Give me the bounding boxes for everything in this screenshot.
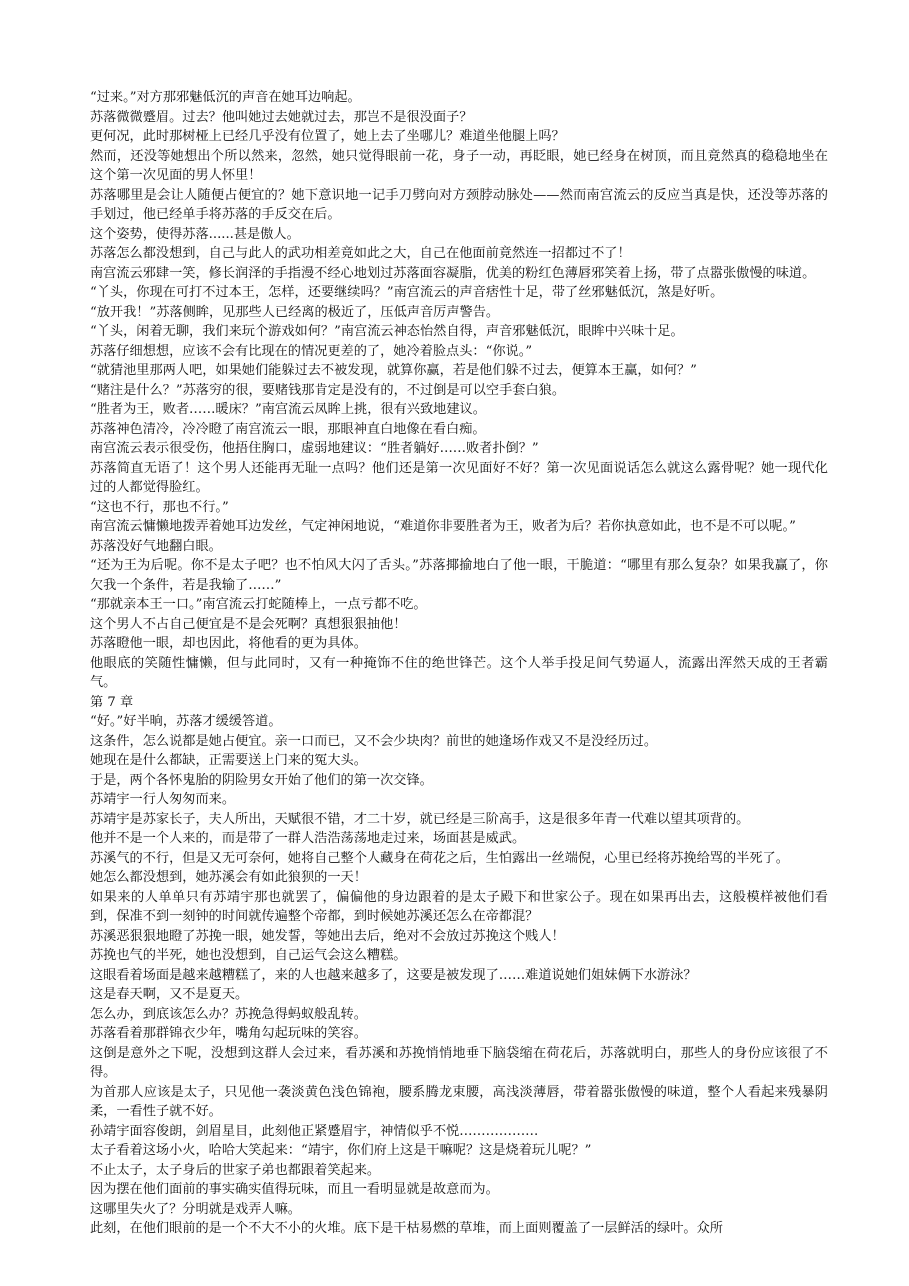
paragraph: 苏落微微蹙眉。过去？他叫她过去她就过去，那岂不是很没面子？ — [90, 109, 473, 125]
paragraph: 因为摆在他们面前的事实确实值得玩味，而且一看明显就是故意而为。 — [90, 1182, 499, 1197]
paragraph: 苏落瞪他一眼，却也因此，将他看的更为具体。 — [90, 636, 367, 651]
paragraph: 苏靖宇是苏家长子，夫人所出，天赋很不错，才二十岁，就已经是三阶高手，这是很多年青一代难以望其项背的。 — [90, 811, 750, 827]
paragraph: 更何况，此时那树桠上已经几乎没有位置了，她上去了坐哪儿？难道坐他腿上吗？ — [90, 129, 565, 144]
paragraph: 南宫流云邪肆一笑，修长润泽的手指漫不经心地划过苏落面容凝脂，优美的粉红色薄唇邪笑着上扬，带了点嚣张傲慢的味道。 — [90, 265, 816, 281]
paragraph: 苏挽也气的半死，她也没想到，自己运气会这么糟糕。 — [90, 948, 407, 963]
paragraph: 如果来的人单单只有苏靖宇那也就罢了，偏偏他的身边跟着的是太子殿下和世家公子。现在如果再出去，这般模样被他们看到，保准不到一刻钟的时间就传遍整个帝都，到时候她苏溪还怎么在帝都混？ — [90, 889, 828, 924]
paragraph: 此刻，在他们眼前的是一个不大不小的火堆。底下是干枯易燃的草堆，而上面则覆盖了一层鲜活的绿叶。众所 — [90, 1221, 723, 1236]
paragraph: 这条件，怎么说都是她占便宜。亲一口而已，又不会少块肉？前世的她逢场作戏又不是没经历过。 — [90, 733, 658, 749]
paragraph: 南宫流云慵懒地拨弄着她耳边发丝，气定神闲地说，“难道你非要胜者为王，败者为后？若你执意如此，也不是不可以呢。” — [90, 519, 796, 534]
paragraph: 为首那人应该是太子，只见他一袭淡黄色浅色锦袍，腰系腾龙束腰，高浅淡薄唇，带着嚣张傲慢的味道，整个人看起来残暴阴柔，一看性子就不好。 — [90, 1084, 828, 1119]
paragraph: 孙靖宇面容俊朗，剑眉星目，此刻他正紧蹙眉宇，神情似乎不悦……………… — [90, 1123, 539, 1139]
paragraph: 苏落简直无语了！这个男人还能再无耻一点吗？他们还是第一次见面好不好？第一次见面说话怎么就这么露骨呢？她一现代化过的人都觉得脸红。 — [90, 460, 828, 495]
document-body — [90, 88, 828, 1239]
paragraph: 苏落仔细想想，应该不会有比现在的情况更差的了，她冷着脸点头：“你说。” — [90, 343, 533, 359]
paragraph: 这倒是意外之下呢，没想到这群人会过来，看苏溪和苏挽悄悄地垂下脑袋缩在荷花后，苏落就明白，那些人的身份应该很了不得。 — [90, 1045, 828, 1080]
paragraph: 这眼看着场面是越来越糟糕了，来的人也越来越多了，这要是被发现了……难道说她们姐妹俩下水游泳？ — [90, 967, 697, 983]
paragraph: 苏落怎么都没想到，自己与此人的武功相差竟如此之大，自己在他面前竟然连一招都过不了！ — [90, 246, 631, 261]
paragraph: 然而，还没等她想出个所以然来，忽然，她只觉得眼前一花，身子一动，再眨眼，她已经身在树顶，而且竟然真的稳稳地坐在这个第一次见面的男人怀里！ — [90, 148, 828, 183]
paragraph: 苏落没好气地翻白眼。 — [90, 538, 222, 554]
paragraph: “赌注是什么？”苏落穷的很，要赌钱那肯定是没有的，不过倒是可以空手套白狼。 — [90, 382, 566, 398]
paragraph: 苏落哪里是会让人随便占便宜的？她下意识地一记手刀劈向对方颈脖动脉处——然而南宫流云的反应当真是快，还没等苏落的手划过，他已经单手将苏落的手反交在后。 — [90, 187, 828, 222]
paragraph: 这个男人不占自己便宜是不是会死啊？真想狠狠抽他！ — [90, 616, 407, 632]
paragraph: 不止太子，太子身后的世家子弟也都跟着笑起来。 — [90, 1162, 381, 1178]
paragraph: “这也不行，那也不行。” — [90, 499, 229, 515]
paragraph: “胜者为王，败者……暖床？”南宫流云凤眸上挑，很有兴致地建议。 — [90, 402, 486, 417]
paragraph: 这是春天啊，又不是夏天。 — [90, 987, 249, 1002]
chapter-heading: 第 7 章 — [90, 694, 134, 710]
paragraph: 这个姿势，使得苏落......甚是傲人。 — [90, 226, 300, 242]
paragraph: 太子看着这场小火，哈哈大笑起来：“靖宇，你们府上这是干嘛呢？这是烧着玩儿呢？” — [90, 1143, 592, 1158]
paragraph: “那就亲本王一口。”南宫流云打蛇随棒上，一点亏都不吃。 — [90, 597, 427, 612]
paragraph: “好。”好半晌，苏落才缓缓答道。 — [90, 714, 282, 729]
paragraph: 苏溪气的不行，但是又无可奈何，她将自己整个人藏身在荷花之后，生怕露出一丝端倪，心里已经将苏挽给骂的半死了。 — [90, 850, 789, 866]
paragraph: 苏落看着那群锦衣少年，嘴角勾起玩味的笑容。 — [90, 1026, 367, 1041]
paragraph: “就猜池里那两人吧，如果她们能躲过去不被发现，就算你赢，若是他们躲不过去，便算本王赢，如何？” — [90, 363, 697, 378]
paragraph: 她怎么都没想到，她苏溪会有如此狼狈的一天！ — [90, 870, 367, 885]
paragraph: 怎么办，到底该怎么办？苏挽急得蚂蚁般乱转。 — [90, 1006, 367, 1022]
paragraph: 南宫流云表示很受伤，他捂住胸口，虚弱地建议：“胜者躺好……败者扑倒？” — [90, 441, 539, 456]
paragraph: 苏溪恶狠狠地瞪了苏挽一眼，她发誓，等她出去后，绝对不会放过苏挽这个贱人！ — [90, 928, 565, 944]
paragraph: 苏落神色清冷，冷冷瞪了南宫流云一眼，那眼神直白地像在看白痴。 — [90, 421, 486, 437]
paragraph: 苏靖宇一行人匆匆而来。 — [90, 792, 236, 807]
paragraph: “还为王为后呢。你不是太子吧？也不怕风大闪了舌头。”苏落揶揄地白了他一眼，干脆道：“哪里有那么复杂？如果我赢了，你欠我一个条件，若是我输了……” — [90, 558, 828, 593]
paragraph: “丫头，你现在可打不过本王，怎样，还要继续吗？”南宫流云的声音痞性十足，带了丝邪魅低沉，煞是好听。 — [90, 285, 724, 300]
paragraph: 她现在是什么都缺，正需要送上门来的冤大头。 — [90, 753, 367, 768]
paragraph: “过来。”对方那邪魅低沉的声音在她耳边响起。 — [90, 90, 361, 105]
paragraph: “放开我！”苏落侧眸，见那些人已经离的极近了，压低声音厉声警告。 — [90, 304, 500, 320]
paragraph: “丫头，闲着无聊，我们来玩个游戏如何？”南宫流云神态怡然自得，声音邪魅低沉，眼眸中兴味十足。 — [90, 324, 684, 339]
paragraph: 他眼底的笑随性慵懒，但与此同时，又有一种掩饰不住的绝世锋芒。这个人举手投足间气势逼人，流露出浑然天成的王者霸气。 — [90, 655, 828, 690]
paragraph: 这哪里失火了？分明就是戏弄人嘛。 — [90, 1201, 301, 1217]
paragraph: 于是，两个各怀鬼胎的阴险男女开始了他们的第一次交锋。 — [90, 772, 433, 788]
paragraph: 他并不是一个人来的，而是带了一群人浩浩荡荡地走过来，场面甚是威武。 — [90, 831, 526, 846]
